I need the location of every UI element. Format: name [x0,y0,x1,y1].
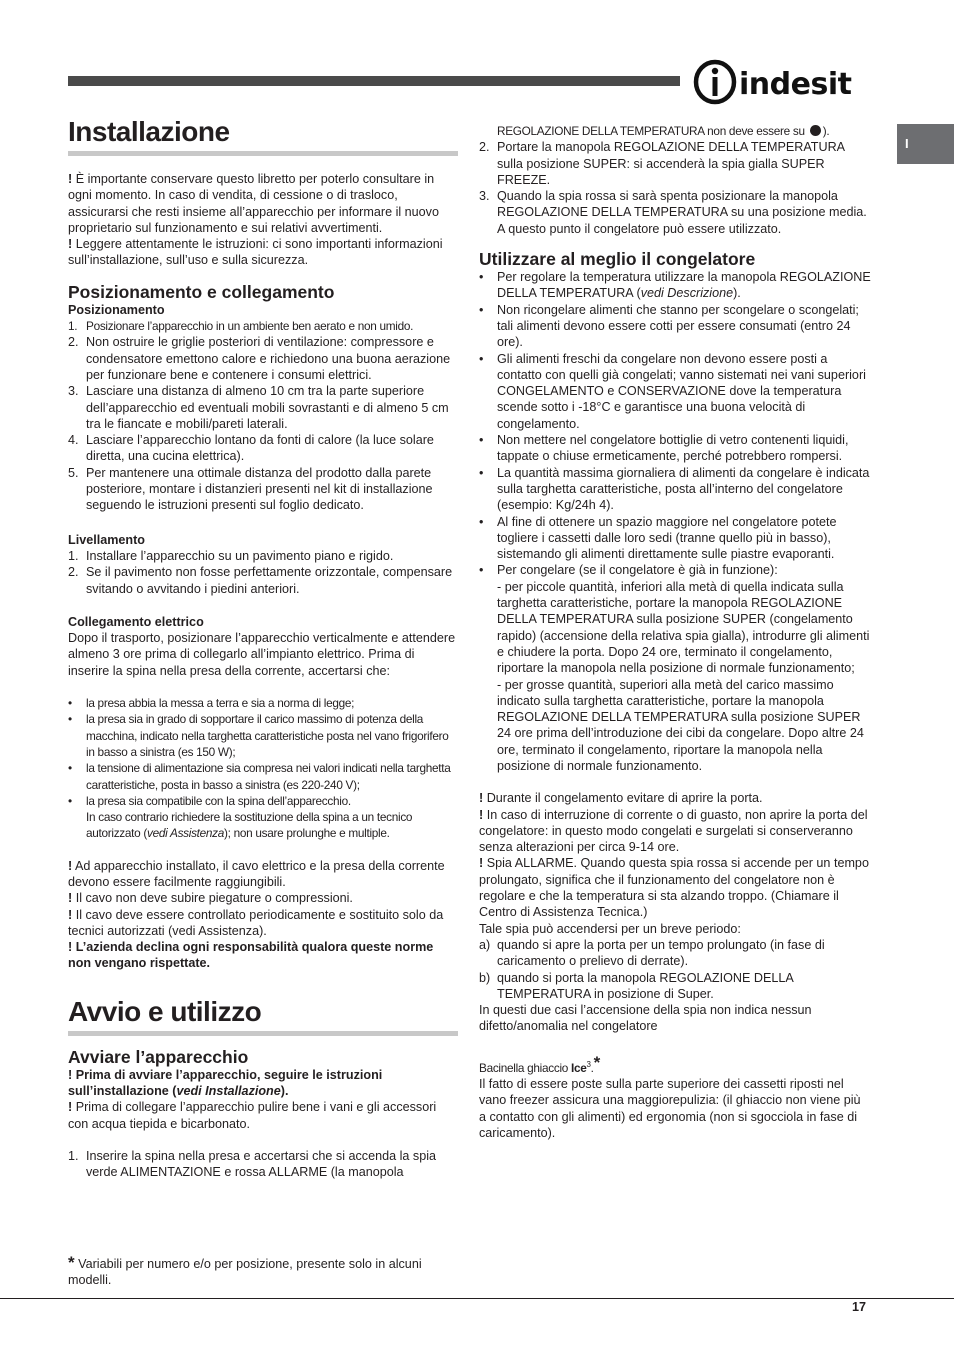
list-item: • Non mettere nel congelatore bottiglie di vetro contenenti liquidi, tappate o chiuse ermeticamente, perché potrebbero rompersi. [479,433,849,464]
list-item: 5. Per mantenere una ottimale distanza del prodotto dalla parete posteriore, montare i distanzieri presenti nel kit di installazione seguendo le istruzioni presenti sul foglio dedicato. [68,465,433,513]
disclaimer: ! L’azienda declina ogni responsabilità qualora queste norme non vengano rispettate. [68,940,434,971]
list-item-continued: REGOLAZIONE DELLA TEMPERATURA non deve essere su ). [497,124,830,138]
warning-paragraph: ! Il cavo deve essere controllato periodicamente e sostituito solo da tecnici autorizzati (vedi Assistenza). [68,907,444,938]
left-column [68,116,458,1181]
list-item: • Per regolare la temperatura utilizzare la manopola REGOLAZIONE DELLA TEMPERATURA (vedi Descrizione). [479,270,871,301]
tips-list [479,269,871,774]
list-item: 4. Lasciare l’apparecchio lontano da fonti di calore (la luce solare diretta, una cucina elettrica). [68,433,434,464]
list-item: • La quantità massima giornaliera di alimenti da congelare è indicata sulla targhetta caratteristiche, posta all’interno del congelatore (esempio: Kg/24h 4). [479,465,870,513]
list-item: • Non ricongelare alimenti che stanno per scongelare o scongelati; tali alimenti devono essere cotti per essere consumati (entro 24 ore). [479,302,859,350]
title-installazione: Installazione [68,116,230,147]
list-item: • la presa abbia la messa a terra e sia a norma di legge; [68,696,355,711]
note-paragraph: ! In caso di interruzione di corrente o di guasto, non aprire la porta del congelatore: in questo modo congelati e surgelati si conserveranno senza alterazioni per circa 9-14 ore. [479,807,868,855]
title-rule [68,151,458,156]
note-paragraph: ! Durante il congelamento evitare di aprire la porta. [479,791,763,806]
knob-icon [810,125,821,136]
list-item: 2. Non ostruire le griglie posteriori di ventilazione: compressore e condensatore emettono calore e richiedono una buona aerazione per funzionare bene e contenere i consumi elettrici. [68,335,451,382]
list-item: • la tensione di alimentazione sia compresa nei valori indicati nella targhetta caratteristiche, posta in basso a sinistra (es 220-240 V); [68,761,451,792]
ice-paragraph: Il fatto di essere poste sulla parte superiore dei cassetti riposti nel vano freezer assicura una maggiorepulizia: (il ghiaccio non viene più a contatto con gli alimenti) ed ergonomia (non si sgocciola in fase di caricamento). [479,1077,861,1140]
title-rule [68,1031,458,1036]
posizionamento-list [68,318,458,514]
subheading-collegamento-elettrico: Collegamento elettrico [68,614,204,629]
avviare-paragraph: ! Prima di collegare l’apparecchio pulire bene i vani e gli accessori con acqua tiepida e bicarbonato. [68,1100,437,1131]
collegamento-paragraph: Dopo il trasporto, posizionare l’apparecchio verticalmente e attendere almeno 3 ore prima di collegarlo all’impianto elettrico. Prima di inserire la spina nella presa della corrente, accertarsi che: [68,631,456,678]
subheading-posizionamento: Posizionamento [68,302,165,317]
list-item: • la presa sia compatibile con la spina dell’apparecchio. [68,793,351,808]
intro-paragraph-2: ! Leggere attentamente le istruzioni: ci sono importanti informazioni sull’installazione, sull’uso e sulla sicurezza. [68,237,443,268]
footnote: * Variabili per numero e/o per posizione, presente solo in alcuni modelli. [68,1253,422,1288]
list-item: b) quando si porta la manopola REGOLAZIONE DELLA TEMPERATURA in posizione di Super. [479,970,794,1001]
right-column [479,123,871,1141]
warning-paragraph: ! Ad apparecchio installato, il cavo elettrico e la presa della corrente devono essere facilmente raggiungibili. [68,858,445,889]
svg-text:indesit: indesit [739,67,852,102]
list-item: 1. Installare l’apparecchio su un pavimento piano e rigido. [68,548,394,563]
list-item: 3. Lasciare una distanza di almeno 10 cm tra la parte superiore dell’apparecchio ed eventuali mobili sovrastanti e di almeno 5 cm tra le fiancate e mobili/pareti laterali. [68,384,449,431]
intro-paragraph-1: ! È importante conservare questo libretto per poterlo consultare in ogni momento. In caso di vendita, di cessione o di trasloco, assicurarsi che resti insieme all’apparecchio per informare il nuovo proprietario sul funzionamento e sui relativi avvertimenti. [68,172,439,235]
page-number: 17 [852,1300,867,1314]
list-item: 2. Portare la manopola REGOLAZIONE DELLA TEMPERATURA sulla posizione SUPER: si accenderà la spia gialla SUPER FREEZE. [479,140,845,187]
warning-paragraph: ! Il cavo non deve subire piegature o compressioni. [68,891,353,906]
note-paragraph: ! Spia ALLARME. Quando questa spia rossa si accende per un tempo prolungato, significa che il funzionamento del congelatore non è regolare e che la temperatura si sta alzando troppo. (Chiamare il Centro di Assistenza Tecnica.) [479,856,869,920]
list-item: a) quando si apre la porta per un tempo prolungato (in fase di caricamento o prelievo di derrate). [479,937,825,969]
list-item: 2. Se il pavimento non fosse perfettamente orizzontale, compensare svitando o avvitando i piedini anteriori. [68,565,453,596]
list-item: 3. Quando la spia rossa si sarà spenta posizionare la manopola REGOLAZIONE DELLA TEMPERATURA su una posizione media. A questo punto il congelatore può essere utilizzato. [479,189,867,236]
list-item: • Al fine di ottenere un spazio maggiore nel congelatore potete togliere i cassetti dalle loro sedi (tranne quello più in basso), sistemando gli alimenti direttamente sulle piastre evaporanti. [479,514,837,562]
list-item: 1. Posizionare l’apparecchio in un ambiente ben aerato e non umido. [68,319,414,334]
avviare-warning: ! Prima di avviare l’apparecchio, seguire le istruzioni sull’installazione (vedi Installazione). [68,1067,383,1099]
ice-heading: Bacinella ghiaccio Ice$^3$.* [479,1052,600,1075]
requirements-list [68,695,458,842]
title-avvio-utilizzo: Avvio e utilizzo [68,995,262,1027]
language-tab-label: I [905,136,909,151]
subheading-livellamento: Livellamento [68,532,145,547]
list-item: 1. Inserire la spina nella presa e accertarsi che si accenda la spia verde ALIMENTAZIONE e rossa ALLARME (la manopola [68,1148,437,1180]
header-bar [68,76,680,86]
note-paragraph: Tale spia può accendersi per un breve periodo: [479,921,741,936]
heading-avviare: Avviare l’apparecchio [68,1046,249,1067]
heading-utilizzare-congelatore: Utilizzare al meglio il congelatore [479,249,756,270]
heading-posizionamento-collegamento: Posizionamento e collegamento [68,281,335,302]
list-item-note: In caso contrario richiedere la sostituzione della spina a un tecnico autorizzato (vedi Assistenza); non usare prolunghe e multiple. [86,810,413,841]
list-item: • Gli alimenti freschi da congelare non devono essere posti a contatto con quelli già congelati; vanno sistemati nei vani superiori CONGELAMENTO e CONSERVAZIONE dove la temperatura scende sotto i -18°C e garantisce una buona velocità di congelamento. [479,351,866,431]
list-item: • Per congelare (se il congelatore è già in funzione): - per piccole quantità, inferiori alla metà di quella indicata sulla targhetta caratteristiche, portare la manopola REGOLAZIONE DELLA TEMPERATURA sulla posizione SUPER (congelamento rapido) (accensione della relativa spia gialla), introdurre gli alimenti e chiudere la porta. Dopo 24 ore, terminato il congelamento, riportare la manopola nella posizione di normale funzionamento; - per grosse quantità, superiori alla metà del carico massimo indicato sulla targhetta caratteristiche, portare la manopola REGOLAZIONE DELLA TEMPERATURA sulla posizione SUPER 24 ore prima dell’introduzione dei cibi da congelare. Dopo altre 24 ore, terminato il congelamento, riportare la manopola nella posizione di normale funzionamento. [479,563,870,773]
footer-rule [0,1298,954,1299]
indesit-logo [693,58,873,106]
note-paragraph: In questi due casi l’accensione della spia non indica nessun difetto/anomalia nel congelatore [479,1003,812,1034]
list-item: • la presa sia in grado di sopportare il carico massimo di potenza della macchina, indicato nella targhetta caratteristiche posta nel vano frigorifero in basso a sinistra (es 150 W); [68,712,449,759]
language-tab [897,124,954,164]
